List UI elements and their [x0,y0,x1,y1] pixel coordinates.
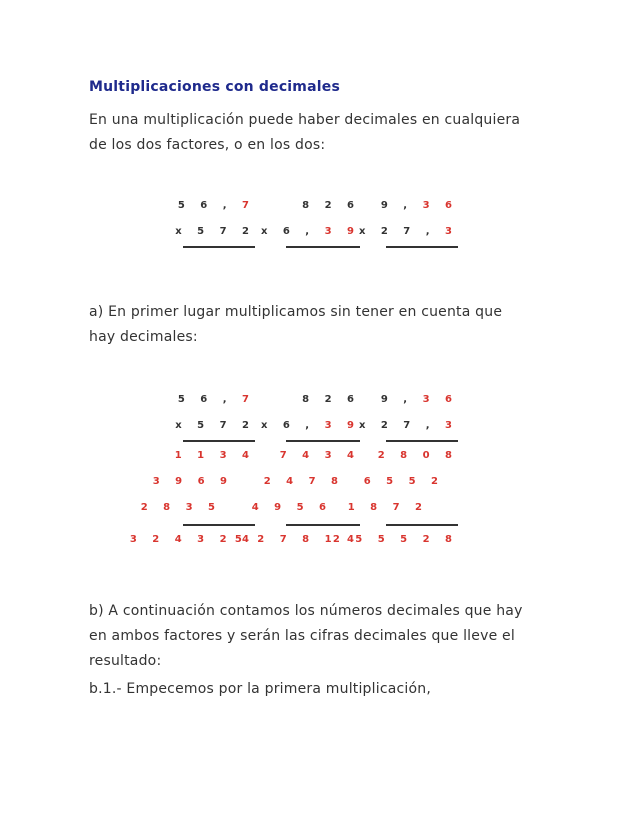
result-line [286,440,360,442]
result-line [183,440,255,442]
partial-product-1: 2 8 0 8 [377,450,458,461]
intro-line-2: de los dos factores, o en los dos: [89,137,326,153]
result-line [286,246,360,248]
factor-2: x 6 , 3 9 [260,420,360,431]
partial-product-2: 2 4 7 8 [263,476,344,487]
result-line [386,246,458,248]
final-result: 5 2 7 8 1 4 [234,534,360,545]
step-b-line-2: en ambos factores y serán las cifras decimales que lleve el [89,628,515,644]
step-b-line-3: resultado: [89,653,162,669]
partial-product-1: 7 4 3 4 [279,450,360,461]
partial-product-3: 2 8 3 5 [140,502,221,513]
factor-2: x 2 7 , 3 [358,226,458,237]
partial-product-1: 1 1 3 4 [174,450,255,461]
multiplication-3 [332,394,458,554]
step-b1-line: b.1.- Empecemos por la primera multiplicación, [89,681,431,697]
multiplication-1 [175,200,255,252]
multiplication-1 [129,394,255,554]
sum-line [286,524,360,526]
multiplication-3 [358,200,458,252]
sum-line [386,524,458,526]
factor-2: x 6 , 3 9 [260,226,360,237]
sum-line [183,524,255,526]
multiplication-2 [234,394,360,554]
factor-1: 8 2 6 [302,200,360,211]
factor-2: x 5 7 2 [175,420,255,431]
factor-2: x 2 7 , 3 [358,420,458,431]
partial-product-2: 3 9 6 9 [152,476,233,487]
factor-1: 5 6 , 7 [177,394,255,405]
factor-2: x 5 7 2 [175,226,255,237]
final-result: 2 5 5 5 2 8 [332,534,458,545]
factor-1: 8 2 6 [302,394,360,405]
factor-1: 5 6 , 7 [177,200,255,211]
step-b-line-1: b) A continuación contamos los números decimales que hay [89,603,523,619]
factor-1: 9 , 3 6 [380,394,458,405]
factor-1: 9 , 3 6 [380,200,458,211]
partial-product-3: 4 9 5 6 [251,502,332,513]
result-line [386,440,458,442]
intro-paragraph [89,108,559,158]
step-a-paragraph [89,300,559,350]
partial-product-2: 6 5 5 2 [363,476,444,487]
step-a-line-1: a) En primer lugar multiplicamos sin tener en cuenta que [89,304,503,320]
page-title: Multiplicaciones con decimales [89,79,340,95]
final-result: 3 2 4 3 2 4 [129,534,255,545]
result-line [183,246,255,248]
step-b1-paragraph [89,677,559,702]
step-a-line-2: hay decimales: [89,329,198,345]
intro-line-1: En una multiplicación puede haber decimales en cualquiera [89,112,521,128]
partial-product-3: 1 8 7 2 [347,502,428,513]
multiplication-2 [260,200,360,252]
step-b-paragraph [89,599,559,674]
